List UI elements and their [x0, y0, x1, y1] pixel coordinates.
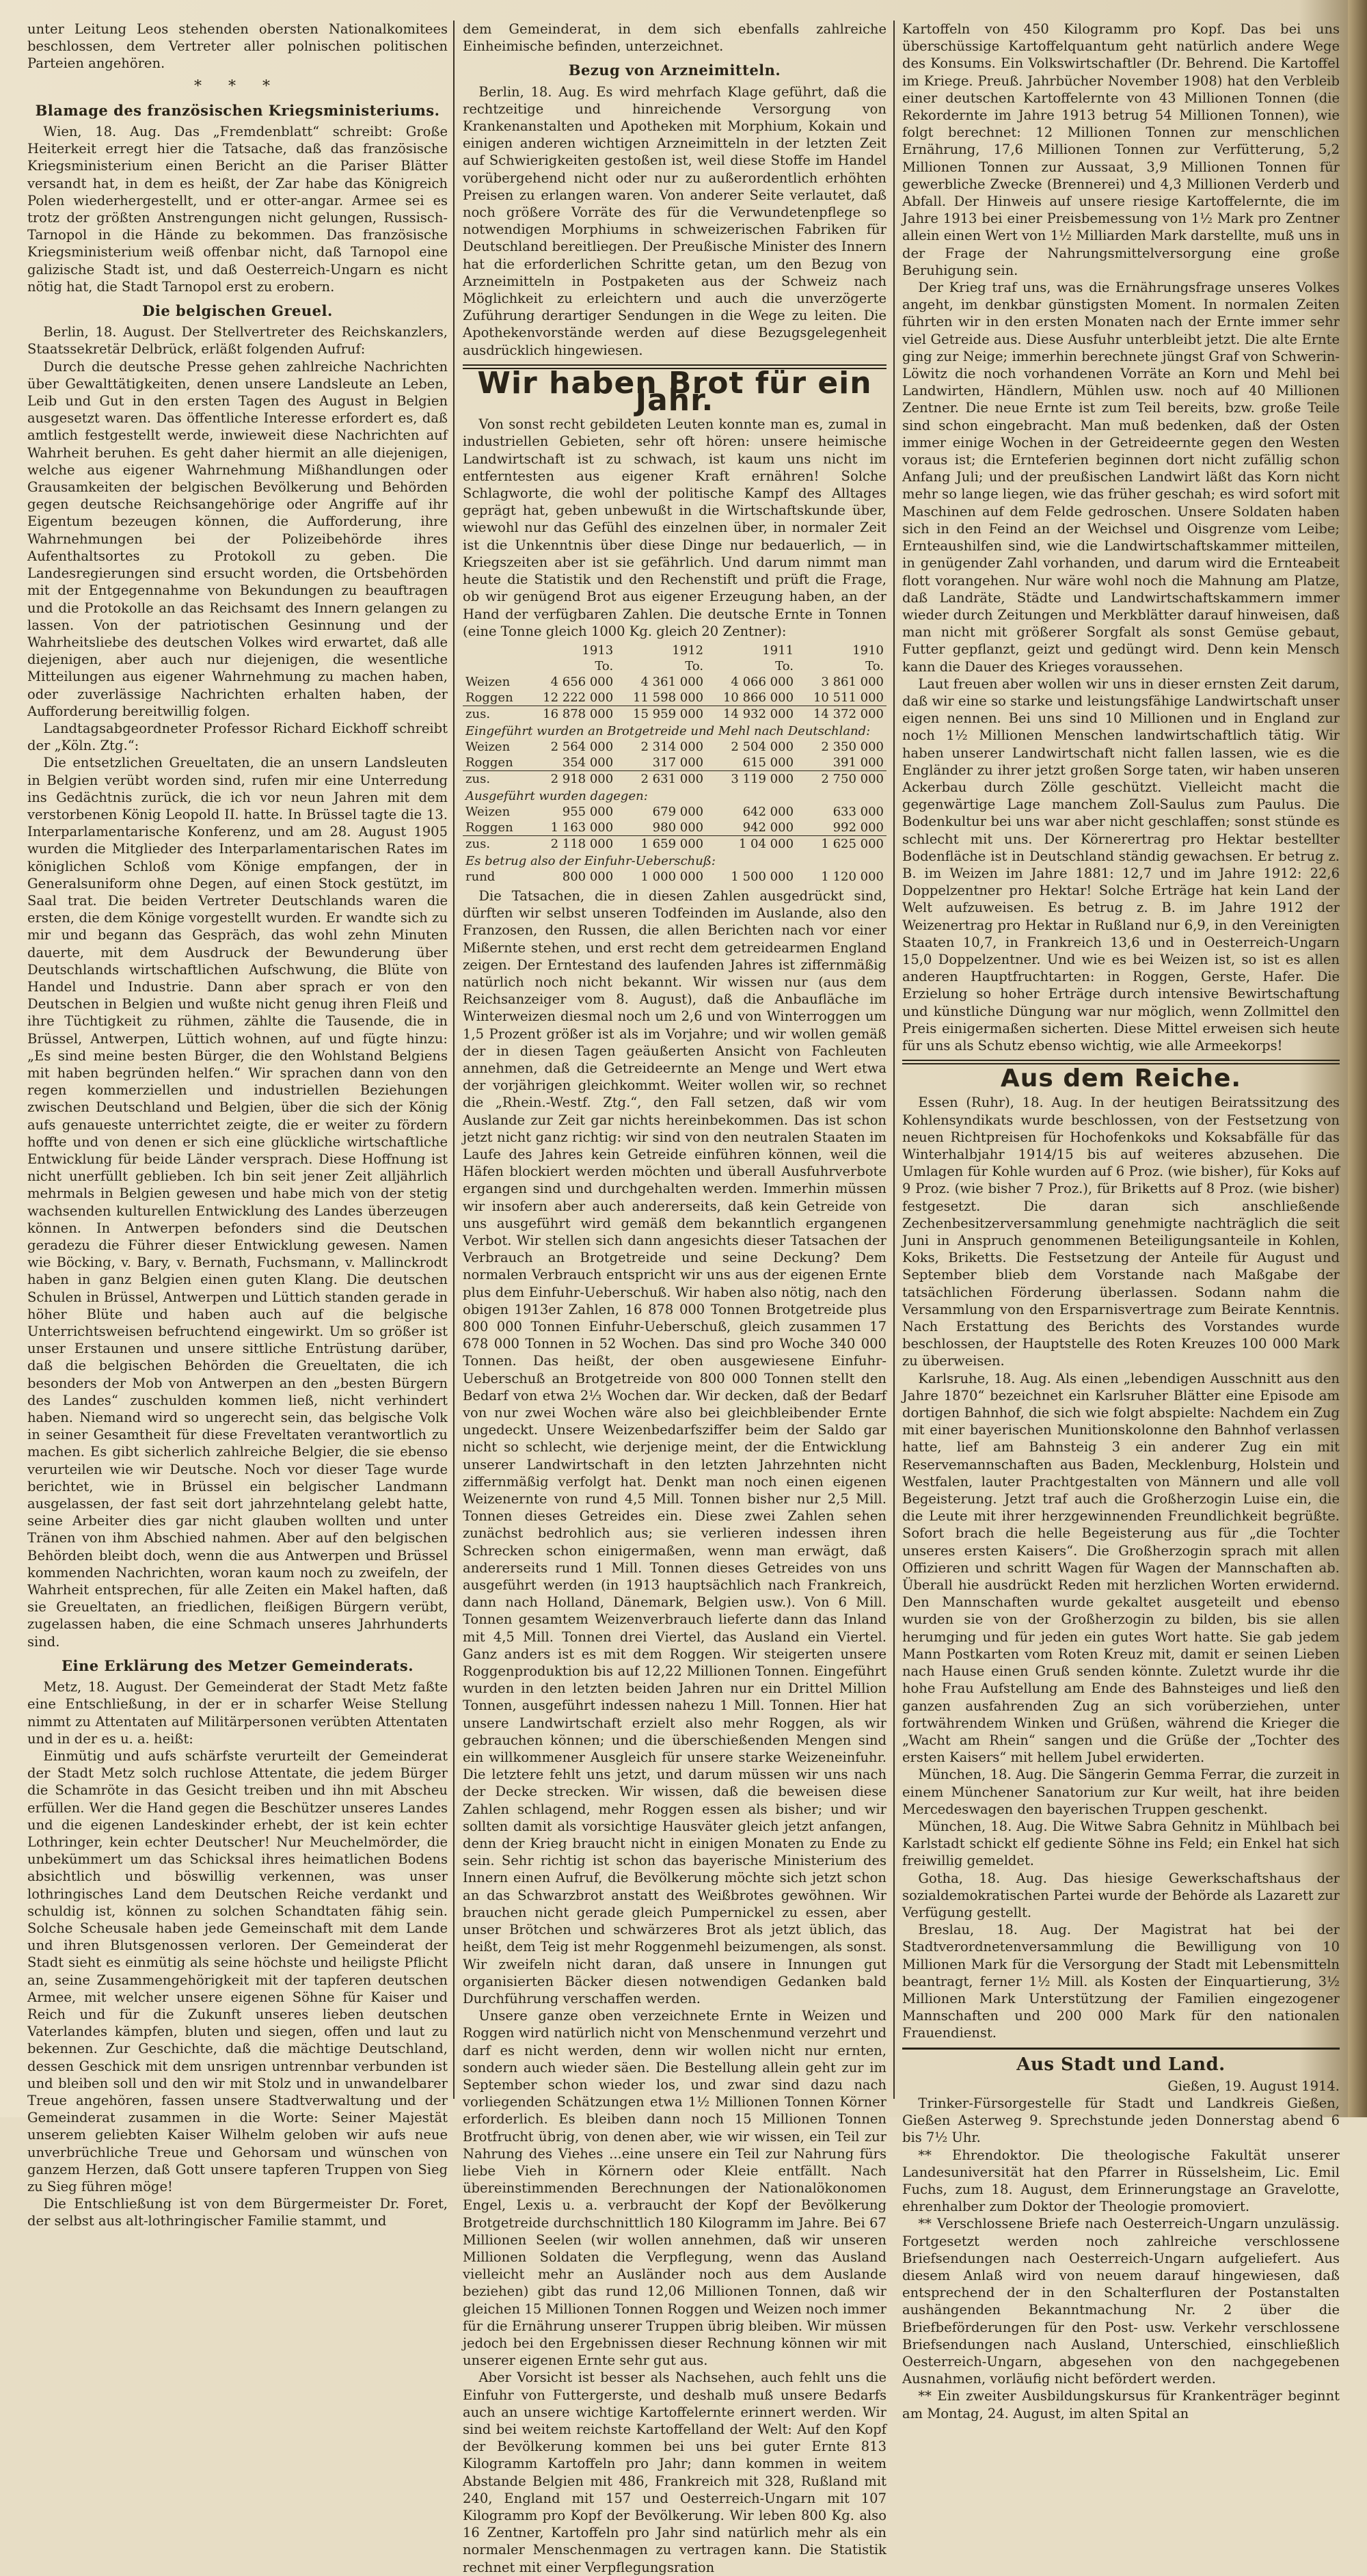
table-cell: 1 000 000: [640, 869, 704, 884]
table-cell: 1 659 000: [616, 835, 706, 852]
row-label: zus.: [463, 770, 526, 787]
section-divider: [902, 2048, 1340, 2050]
table-cell: 980 000: [652, 820, 704, 835]
local-ehrendoktor: ** Ehrendoktor. Die theologische Fakultät unserer Landesuniversität hat den Pfarrer in Rüsselsheim, Lic. Emil Fuchs, zum 18. August, dem Erinnerungstage an Gravelotte, ehrenhalber zum Doktor der Theologie promoviert.: [902, 2147, 1340, 2215]
local-trinker-fuersorge: Trinker-Fürsorgestelle für Stadt und Landkreis Gießen, Gießen Asterweg 9. Sprechstunde jeden Donnerstag abend 6 bis 7½ Uhr.: [902, 2095, 1340, 2146]
table-cell: 2 564 000: [550, 739, 614, 754]
unit-cell: To.: [775, 658, 794, 673]
article-greuel-p4: Die entsetzlichen Greueltaten, die an unsern Landsleuten in Belgien verübt worden sind, rufen mir eine Unterredung ins Gedächtnis zurück, die ich vor neun Jahren mit dem verstorbenen König Leopold II. hatte. In Brüssel tagte die 13. Interparlamentarische Konferenz, und am 28. August 1905 wurden die Mitglieder des Interparlamentarischen Rates im königlichen Schloß vom Könige empfangen, der in Generalsuniform ohne Degen, auf einen Stock gestützt, im Saal trat. Die beiden Vertreter Deutschlands waren die ersten, die dem Könige vorgestellt wurden. Er wandte sich zu mir und begann das Gespräch, das wohl zehn Minuten dauerte, mit dem Ausdruck der Bewunderung über Deutschlands wirtschaftlichen Aufschwung, die Blüte von Handel und Industrie. Dann aber sprach er von den Deutschen in Belgien und wußte nicht genug ihren Fleiß und ihre Tüchtigkeit zu rühmen, zählte die Tausende, die in Brüssel, Antwerpen, Lüttich wohnen, auf und fügte hinzu: „Es sind meine besten Bürger, die den Wohlstand Belgiens mit haben begründen helfen.“ Wir sprachen dann von den regen kommerziellen und industriellen Beziehungen zwischen Deutschland und Belgien, über die sich der König aufs genaueste unterrichtet zeigte, die er weiter zu fördern hoffte und von denen er sich eine glückliche wirtschaftliche Entwicklung für beide Länder versprach. Diese Hoffnung ist nicht unerfüllt geblieben. Ich bin seit jener Zeit alljährlich mehrmals in Belgien gewesen und habe mich von der stetig wachsenden kulturellen Entwicklung des Landes überzeugen können. In Antwerpen befonders sind die Deutschen geradezu die Führer dieser Entwicklung gewesen. Namen wie Böcking, v. Bary, v. Bernath, Fuchsmann, v. Mallinckrodt haben in ganz Belgien einen guten Klang. Die deutschen Schulen in Brüssel, Antwerpen und Lüttich standen gerade in höher Blüte und haben auch auf die belgische Unterrichtsweisen befruchtend eingewirkt. Um so größer ist unser Erstaunen und unsere sittliche Entrüstung darüber, daß die belgischen Behörden die Greueltaten, die ich besonders der Mob von Antwerpen an den „besten Bürgern des Landes“ zuschulden kommen ließ, nicht verhindert haben. Niemand wird so ungerecht sein, das belgische Volk in seiner Gesamtheit für diese Freveltaten verantwortlich zu machen. Es gibt sicherlich zahlreiche Belgier, die sie ebenso verurteilen wie wir Deutsche. Noch vor dieser Tage wurde berichtet, wie in Brüssel ein belgischer Landmann ausgelassen, der fast seit dort jahrzehntelang gelebt hatte, seine Arbeiter dies gar nicht glauben wollten und unter Tränen von ihm Abschied nahmen. Aber auf den belgischen Behörden bleibt doch, wenn die aus Antwerpen und Brüssel kommenden Nachrichten, woran kaum noch zu zweifeln, der Wahrheit entsprechen, für alle Zeiten ein Makel haften, daß sie Greueltaten, an friedlichen, fleißigen Bürgern verübt, zugelassen haben, die eine Schmach unseres Jahrhunderts sind.: [27, 755, 448, 1650]
unit-cell: To.: [865, 658, 884, 673]
row-label: rund: [465, 869, 496, 884]
harvest-table-years: [463, 643, 886, 658]
unit-cell: To.: [595, 658, 614, 673]
row-label: Roggen: [465, 690, 513, 705]
table-section-heading: [463, 722, 886, 739]
table-row: [463, 739, 886, 755]
local-dateline: Gießen, 19. August 1914.: [1167, 2078, 1340, 2094]
row-label: Weizen: [465, 739, 511, 754]
export-heading: Ausgeführt wurden dagegen:: [465, 788, 648, 803]
headline-brot-fuer-ein-jahr: Wir haben Brot für ein Jahr.: [477, 365, 872, 418]
reich-karlsruhe: Karlsruhe, 18. Aug. Als einen „lebendigen Ausschnitt aus den Jahre 1870“ bezeichnet ein Karlsruher Blätter eine Episode am dortigen Bahnhof, die sich wie folgt abspielte: Nachdem ein Zug mit einer bayerischen Munitionskolonne den Bahnhof verlassen hatte, lief am Bahnsteig 3 ein anderer Zug ein mit Reservemannschaften aus Baden, Mecklenburg, Holstein und Westfalen, lauter Prachtgestalten von Männern und alle voll Begeisterung. Jetzt traf auch die Großherzogin Luise ein, die die Leute mit ihrer herzgewinnenden Freundlichkeit begrüßte. Sofort brach die helle Begeisterung aus für „die Tochter unseres ersten Kaisers“. Die Großherzogin sprach mit allen Offizieren und schritt Wagen für Wagen der Mannschaften ab. Überall hie ausdrückt Reden mit herzlichen Worten erwidernd. Den Mannschaften wurde gekaltet ausgeteilt und ebenso wurden sie von der Großherzogin zu bilden, bis sie allen herumging und für jeden ein gutes Wort hatte. Sie gab jedem Mann Postkarten vom Roten Kreuz mit, damit er seinen Lieben nach Hause einen Gruß senden könnte. Zuletzt wurde ihr die hohe Frau Aufstellung am Ende des Bahnsteiges und ließ den ganzen ausfahrenden Zug an sich vorüberziehen, unter fortwährendem Winken und Grüßen, während die Krieger die „Wacht am Rhein“ sangen und die Grüße der „Tochter des ersten Kaisers“ mit hellem Jubel erwiderten.: [902, 1370, 1340, 1766]
column-1: [27, 21, 448, 2229]
table-cell: 4 656 000: [550, 674, 614, 689]
table-cell: 2 118 000: [526, 835, 616, 852]
table-cell: 955 000: [562, 804, 614, 819]
table-cell: 10 866 000: [722, 690, 794, 705]
article-arzneimittel-p1: Berlin, 18. Aug. Es wird mehrfach Klage geführt, daß die rechtzeitige und hinreichende Versorgung von Krankenanstalten und Apotheken mit Morphium, Kokain und einigen anderen wichtigen Arzneimitteln in der letzten Zeit auf Schwierigkeiten gestoßen ist, weil diese Stoffe im Handel vorübergehend nicht oder nur zu außerordentlich erhöhten Preisen zu erlangen waren. Von anderer Seite verlautet, daß noch größere Vorräte des für die Verwundetenpflege so notwendigen Morphiums in schweizerischen Fabriken für Deutschland bereitliegen. Der Preußische Minister des Innern hat die erforderlichen Schritte getan, um den Bezug von Arzneimitteln in Postpaketen aus der Schweiz nach Möglichkeit zu erleichtern und auch die unverzögerte Zuführung derartiger Sendungen in die Wege zu leiten. Die Apothekenvorstände werden auf diese Bezugsgelegenheit ausdrücklich hingewiesen.: [463, 83, 886, 358]
table-cell: 1 163 000: [550, 820, 614, 835]
table-cell: 4 361 000: [640, 674, 704, 689]
table-row: [463, 820, 886, 836]
reich-breslau: Breslau, 18. Aug. Der Magistrat hat bei der Stadtverordnetenversammlung die Bewilligung von 10 Millionen Mark für die Versorgung der Stadt mit Lebensmitteln beantragt, ferner 1½ Mill. als Kosten der Einquartierung, 3½ Millionen Mark Unterstützung der Familien eingezogener Mannschaften und 200 000 Mark für den nationalen Frauendienst.: [902, 1922, 1340, 2041]
article-brot-cont-p3: Laut freuen aber wollen wir uns in dieser ernsten Zeit darum, daß wir eine so starke und leistungsfähige Landwirtschaft unser eigen nennen. Bei uns sind 10 Millionen und in England zur noch 1½ Millionen Menschen landwirtschaftlich tätig. Wir haben unserer Landwirtschaft nicht fallen lassen, wie es die Engländer zu ihrer jetzt großen Sorge taten, wir haben unseren Ackerbau durch Zölle geschützt. Vielleicht macht die gegenwärtige Lage manchem Zoll-Saulus zum Paulus. Die Bodenkultur bei uns war aber nicht geschlaffen; sonst stünde es schlecht mit uns. Der Körnerertrag pro Hektar bestellter Bodenfläche ist in Deutschland ständig gewachsen. Er betrug z. B. im Weizen im Jahre 1881: 12,7 und im Jahre 1912: 22,6 Doppelzentner pro Hektar! Solche Erträge hat kein Land der Welt aufzuweisen. Es betrug z. B. im Jahre 1912 der Weizenertrag pro Hektar in Rußland nur 6,9, in den Vereinigten Staaten 10,7, in Frankreich 13,6 und in Oesterreich-Ungarn 15,0 Doppelzentner. Und wie es bei Weizen ist, so ist es allen anderen Hauptfruchtarten: in Roggen, Gerste, Hafer. Die Erzielung so hoher Erträge durch intensive Bewirtschaftung und künstliche Düngung war nur möglich, wenn Zollmittel den Preis einigermaßen sicherten. Diese Mittel erweisen sich heute für uns als Schutz ebenso wichtig, wie alle Armeekorps!: [902, 675, 1340, 1054]
table-cell: 10 511 000: [813, 690, 884, 705]
column-rule-2: [893, 21, 895, 2099]
table-row: [463, 804, 886, 820]
table-section-heading: [463, 787, 886, 804]
headline-arzneimittel: Bezug von Arzneimitteln.: [568, 62, 781, 79]
row-label: zus.: [463, 835, 526, 852]
headline-metzer-gemeinderat: Eine Erklärung des Metzer Gemeinderats.: [61, 1656, 414, 1674]
page-binding-edge: [1348, 0, 1367, 2117]
article-brot-cont-p2: Der Krieg traf uns, was die Ernährungsfrage unseres Volkes angeht, im denkbar günstigsten Moment. In normalen Zeiten führten wir in den ersten Monaten nach der Ernte immer sehr viel Getreide aus. Diese Ausfuhr unterbleibt jetzt. Die alte Ernte ging zur Neige; immerhin berechnete jüngst Graf von Schwerin-Löwitz die noch vorhandenen Vorräte an Korn und Mehl bei Landwirten, Händlern, Mühlen usw. noch auf 40 Millionen Zentner. Die neue Ernte ist zum Teil bereits, bzw. große Teile sind schon eingebracht. Man muß bedenken, daß der Osten immer einige Wochen in der Getreideernte gegen den Westen voraus ist; die Ernteferien beginnen dort nicht zufällig schon Anfang Juli; und der preußischen Landwirt läßt das Korn nicht mehr so lange liegen, wie das früher geschah; es wird sofort mit Maschinen auf dem Felde gedroschen. Unsere Soldaten haben sich in den Feind an der Weichsel und Oisgrenze vom Leibe; Ernteaushilfen sind, wie die Landwirtschaftskammer mitteilen, in genügender Zahl vorhanden, und darum wird die Ernteabeit flott vorangehen. Nur wäre wohl noch die Mahnung am Platze, daß Landräte, Städte und Landwirtschaftskammern immer wieder durch Zeitungen und Merkblätter darauf hinweisen, daß man nicht mit größerer Sorgfalt als sonst Gemüse gebaut, Futter gepflanzt, geizt und gedüngt wird. Denn kein Mensch kann die Dauer des Krieges voraussehen.: [902, 280, 1340, 675]
table-cell: 942 000: [742, 820, 794, 835]
col1-intro: unter Leitung Leos stehenden obersten Nationalkomitees beschlossen, dem Vertreter aller polnischen politischen Parteien angehören.: [27, 21, 448, 72]
headline-belgische-greuel: Die belgischen Greuel.: [142, 302, 333, 320]
table-cell: 800 000: [562, 869, 614, 884]
col2-intro: dem Gemeinderat, in dem sich ebenfalls zahlreiche Einheimische befinden, unterzeichnet.: [463, 21, 886, 55]
table-cell: 16 878 000: [526, 706, 616, 722]
table-cell: 3 861 000: [821, 674, 884, 689]
table-cell: 317 000: [652, 755, 704, 770]
harvest-table: [463, 643, 886, 885]
table-cell: 14 372 000: [796, 706, 886, 722]
table-row: [463, 755, 886, 771]
table-row: [463, 690, 886, 706]
year-header: 1911: [762, 643, 794, 658]
column-2: [463, 21, 886, 2575]
article-greuel-p1: Berlin, 18. August. Der Stellvertreter des Reichskanzlers, Staatssekretär Delbrück, erläßt folgenden Aufruf:: [27, 324, 448, 358]
table-cell: 633 000: [833, 804, 884, 819]
article-brot-p3: Unsere ganze oben verzeichnete Ernte in Weizen und Roggen wird natürlich nicht von Menschenmund verzehrt und darf es nicht werden, denn wir wollen nicht nur ernten, sondern auch wieder säen. Die Bestellung allein geht zur im September schon wieder los, und zwar sind dazu nach vorliegenden Schätzungen etwa 1½ Millionen Tonnen Körner erforderlich. Es bleiben dann noch 15 Millionen Tonnen Brotfrucht übrig, von denen aber, wie wir wissen, ein Teil zur Nahrung des Viehes ...eine unsere ein Teil zur Nahrung fürs liebe Vieh in Körnern oder Kleie entfällt. Nach übereinstimmenden Berechnungen der Nationalökonomen Engel, Lexis u. a. verbraucht der Kopf der Bevölkerung Brotgetreide durchschnittlich 180 Kilogramm im Jahre. Bei 67 Millionen Seelen (wir wollen annehmen, daß wir unseren Millionen Soldaten die Verpflegung, wenn das Ausland vielleicht mehr an Ausländer noch aus dem Auslande beziehen) gibt das rund 12,06 Millionen Tonnen, daß wir gleichen 15 Millionen Tonnen Roggen und Weizen noch immer für die Ernährung unserer Truppen übrig bleiben. Wir müssen jedoch bei den Ergebnissen dieser Rechnung können wir mit unserer eigenen Ernte sehr gut aus.: [463, 2008, 886, 2369]
table-cell: 992 000: [833, 820, 884, 835]
column-rule-1: [453, 21, 455, 2099]
article-metz-p2: Einmütig und aufs schärfste verurteilt der Gemeinderat der Stadt Metz solch ruchlose Attentate, die jedem Bürger die Schamröte in das Gesicht treiben und ihn mit Abscheu erfüllen. Wer die Hand gegen die Beschützer unseres Landes und die eigenen Landeskinder erhebt, der ist kein echter Lothringer, kein echter Deutscher! Nur Meuchelmörder, die unbekümmert um das Schicksal ihres heimatlichen Bodens absichtlich und böswillig verkennen, was unser lothringisches Land dem Deutschen Reiche verdankt und schuldig ist, können zu solchen Schandtaten fähig sein. Solche Scheusale haben jede Gemeinschaft mit dem Lande und ihren Blutsgenossen verloren. Der Gemeinderat der Stadt sieht es einmütig als seine höchste und heiligste Pflicht an, seine Zusammengehörigkeit mit der tapferen deutschen Armee, mit welcher unsere eigenen Söhne für Kaiser und Reich und für die Zukunft unseres lieben deutschen Vaterlandes kämpfen, bluten und siegen, offen und laut zu bekennen. Zur Geschichte, daß die mächtige Deutschland, dessen Geschick mit dem unsrigen untrennbar verbunden ist und bleiben soll und den wir mit Stolz und in unwandelbarer Treue angehören, fassen unsere Stadtverwaltung und der Gemeinderat zusammen in die Worte: Seiner Majestät unserem geliebten Kaiser Wilhelm geloben wir aufs neue unverbrüchliche Treue und Gehorsam und wünschen von ganzem Herzen, daß Gott unsere tapferen Truppen von Sieg zu Sieg führen möge!: [27, 1747, 448, 2195]
article-greuel-p2: Durch die deutsche Presse gehen zahlreiche Nachrichten über Gewalttätigkeiten, denen unsere Landsleute an Leben, Leib und Gut in den ersten Tagen des August in Belgien ausgesetzt waren. Das öffentliche Interesse erfordert es, daß amtlich festgestellt werde, inwieweit diese Nachrichten auf Wahrheit beruhen. Es geht daher hiermit an alle diejenigen, welche aus eigener Wahrnehmung Mißhandlungen oder Grausamkeiten der belgischen Bevölkerung und Behörden gegen deutsche Reichsangehörige oder Angriffe auf ihr Eigentum bezeugen können, die Aufforderung, ihre Wahrnehmungen bei der Polizeibehörde ihres Aufenthaltsortes zu Protokoll zu geben. Die Landesregierungen sind ersucht worden, die Ortsbehörden mit der Entgegennahme von Bekundungen zu beauftragen und die Protokolle an das Reichsamt des Innern gelangen zu lassen. Von der patriotischen Gesinnung und der Wahrheitsliebe des deutschen Volkes wird erwartet, daß alle diejenigen, aber auch nur diejenigen, die wesentliche Mitteilungen aus eigener Wahrnehmung zu machen haben, oder zuverlässige Nachrichten erhalten haben, der Aufforderung bereitwillig folgen.: [27, 358, 448, 719]
local-ausbildungskursus: ** Ein zweiter Ausbildungskursus für Krankenträger beginnt am Montag, 24. August, im alten Spital an: [902, 2388, 1340, 2421]
row-label: Roggen: [465, 820, 513, 835]
import-heading: Eingeführt wurden an Brotgetreide und Mehl nach Deutschland:: [465, 723, 871, 738]
headline-blamage: Blamage des französischen Kriegsministeriums.: [35, 101, 440, 119]
article-brot-cont-p1: Kartoffeln von 450 Kilogramm pro Kopf. Das bei uns überschüssige Kartoffelquantum geht natürlich andere Wege des Konsums. Ein Volkswirtschaftler (Dr. Behrend. Die Kartoffel im Kriege. Preuß. Jahrbücher November 1908) hat den Verbleib einer deutschen Kartoffelernte von 43 Millionen Tonnen (die Rekordernte im Jahre 1913 betrug 54 Millionen Tonnen), wie folgt berechnet: 12 Millionen Tonnen zur menschlichen Ernährung, 17,6 Millionen Tonnen zur Verfütterung, 5,2 Millionen Tonnen zur Aussaat, 3,9 Millionen Tonnen für gewerbliche Zwecke (Brennerei) und 4,3 Millionen Verderb und Abfall. Der Hinweis auf unsere riesige Kartoffelernte, die im Jahre 1913 bei einer Preisbemessung von 1½ Mark pro Zentner allein einen Wert von 1½ Milliarden Mark darstellte, muß uns in der Frage der Nahrungsmittelversorgung eine große Beruhigung sein.: [902, 21, 1340, 278]
year-header: 1913: [582, 643, 614, 658]
article-brot-p1: Von sonst recht gebildeten Leuten konnte man es, zumal in industriellen Gebieten, sehr oft hören: unsere heimische Landwirtschaft ist zu schwach, ist kaum uns nicht im entferntesten aus eigener Kraft ernähren! Solche Schlagworte, die wohl der politische Kampf des Alltages geprägt hat, geben unbewußt in die Wirtschaftskunde über, wiewohl nur das Gefühl des einzelnen über, in normaler Zeit ist die Unkenntnis über diese Dinge nur bedauerlich, — in Kriegszeiten aber ist sie gefährlich. Und darum nimmt man heute die Statistik und den Rechenstift und prüft die Frage, ob wir genügend Brot aus eigener Erzeugung haben, an der Hand der verfügbaren Zahlen. Die deutsche Ernte in Tonnen (eine Tonne gleich 1000 Kg. gleich 20 Zentner):: [463, 416, 886, 639]
reich-essen: Essen (Ruhr), 18. Aug. In der heutigen Beiratssitzung des Kohlensyndikats wurde beschlossen, von der Festsetzung von neuen Richtpreisen für Hochofenkoks und Koksabfälle für das Winterhalbjahr 1914/15 bis auf weiteres abzusehen. Die Umlagen für Kohle wurden auf 6 Proz. (wie bisher), für Koks auf 9 Proz. (wie bisher 7 Proz.), für Briketts auf 8 Proz. (wie bisher) festgesetzt. Die daran sich anschließende Zechenbesitzerversammlung genehmigte nachträglich die seit Juni in Anspruch genommenen Beteiligungsanteile in Kohlen, Koks, Briketts. Die Festsetzung der Anteile für August und September blieb dem Vorstande nach Maßgabe der tatsächlichen Förderung überlassen. Sodann nahm die Versammlung von den Ersparnisvertrage zum Beirate Kenntnis. Nach Erstattung des Berichts des Vorstandes wurde beschlossen, der Hauptstelle des Roten Kreuzes 100 000 Mark zu überweisen.: [902, 1095, 1340, 1369]
table-row-sum: [463, 706, 886, 722]
table-cell: 3 119 000: [706, 770, 796, 787]
table-cell: 642 000: [742, 804, 794, 819]
table-cell: 2 350 000: [821, 739, 884, 754]
local-briefe-oesterreich: ** Verschlossene Briefe nach Oesterreich-Ungarn unzulässig. Fortgesetzt werden noch zahlreiche verschlossene Briefsendungen nach Oesterreich-Ungarn aufgeliefert. Aus diesem Anlaß wird von neuem darauf hingewiesen, daß entsprechend der in den Schalterfluren der Postanstalten aushängenden Bekanntmachung Nr. 2 über die Briefbeförderungen für den Post- usw. Verkehr verschlossene Briefsendungen nach Ausland, Unterschied, einschließlich Oesterreich-Ungarn, abgesehen von den nachgegebenen Ausnahmen, vorläufig nicht befördert werden.: [902, 2216, 1340, 2387]
reich-muenchen-1: München, 18. Aug. Die Sängerin Gemma Ferrar, die zurzeit in einem Münchener Sanatorium zur Kur weilt, hat ihre beiden Mercedeswagen den bayerischen Truppen geschenkt.: [902, 1767, 1340, 1817]
year-header: 1912: [672, 643, 704, 658]
row-label: zus.: [463, 706, 526, 722]
headline-aus-stadt-und-land: Aus Stadt und Land.: [1016, 2054, 1226, 2075]
table-cell: 1 120 000: [821, 869, 884, 884]
section-separator-stars: * * *: [194, 77, 281, 95]
table-cell: 2 750 000: [796, 770, 886, 787]
article-brot-p2: Die Tatsachen, die in diesen Zahlen ausgedrückt sind, dürften wir selbst unseren Todfeinden im Auslande, also den Franzosen, den Russen, die allen Berichten nach vor einer Mißernte stehen, und erst recht dem getreidearmen England zeigen. Der Erntestand des laufenden Jahres ist ziffernmäßig natürlich noch nicht bekannt. Wir wissen nur (aus dem Reichsanzeiger vom 8. August), daß die Anbaufläche im Winterweizen diesmal noch um 2,6 und von Winterroggen um 1,5 Prozent größer ist als im Vorjahre; und wir wollen gemäß der in diesen Tagen geäußerten Ansicht von Fachleuten annehmen, daß die Getreideernte an Menge und Wert etwa der vorjährigen gleichkommt. Weiter wollen wir, so rechnet die „Rhein.-Westf. Ztg.“, den Fall setzen, daß wir vom Auslande zur Zeit gar nichts hereinbekommen. Das ist schon jetzt nicht ganz richtig: wir sind von den neutralen Staaten im Laufe des Jahres kein Getreide einführen können, weil die Häfen blockiert werden möchten und überall Ausfuhrverbote ergangen sind und durchgehalten werden. Immerhin müssen wir insofern aber auch andererseits, daß kein Getreide von uns ausgeführt wird gemäß dem bekanntlich ergangenen Verbot. Wir stellen sich dann angesichts dieser Tatsachen der Verbrauch an Brotgetreide und seine Deckung? Dem normalen Verbrauch entspricht wir uns aus der eigenen Ernte plus dem Einfuhr-Ueberschuß. Wir haben also nötig, nach den obigen 1913er Zahlen, 16 878 000 Tonnen Brotgetreide plus 800 000 Tonnen Einfuhr-Ueberschuß, gleich zusammen 17 678 000 Tonnen in 52 Wochen. Das sind pro Woche 340 000 Tonnen. Das heißt, der oben ausgewiesene Einfuhr-Ueberschuß an Brotgetreide von 800 000 Tonnen stellt den Bedarf von etwa 2⅓ Wochen dar. Wir decken, daß der Bedarf von nur zwei Wochen wäre also bei gleichbleibender Ernte ungedeckt. Unsere Weizenbedarfsziffer beim der Saldo gar nicht so schlecht, wie derjenige meint, der die Entwicklung unserer Landwirtschaft in den letzten Jahrzehnten nicht ziffernmäßig verfolgt hat. Denkt man noch einen eigenen Weizenernte von rund 4,5 Mill. Tonnen bisher nur 2,5 Mill. Tonnen dieses Getreides ein. Diese zwei Zahlen sehen zunächst bedrohlich aus; sie verlieren indessen ihren Schrecken schon einigermaßen, wenn man erwägt, daß andererseits rund 1 Mill. Tonnen dieses Getreides von uns ausgeführt werden (in 1913 hauptsächlich nach Frankreich, dann nach Holland, Dänemark, Belgien usw.). Von 6 Mill. Tonnen gesamtem Weizenverbrauch lieferte dann das Inland mit 4,5 Mill. Tonnen drei Viertel, das Ausland ein Viertel. Ganz anders ist es mit dem Roggen. Wir steigerten unsere Roggenproduktion bis auf 12,22 Millionen Tonnen. Eingeführt wurden in den letzten beiden Jahren nur ein Drittel Million Tonnen, ausgeführt indessen nahezu 1 Mill. Tonnen. Hier hat unsere Landwirtschaft erzielt also mehr Roggen, als wir gebrauchen können; und die überschießenden Mengen sind ein willkommener Ausgleich für unsere starke Weizeneinfuhr. Die letztere fehlt uns jetzt, und darum müssen wir uns nach der Decke strecken. Wir wissen, daß die beweisen diese Zahlen schlagend, mehr Roggen essen als bisher; und wir sollten damit als vorsichtige Hausväter gleich jetzt anfangen, denn der Krieg braucht nicht in einigen Monaten zu Ende zu sein. Sehr richtig ist schon das bayerische Ministerium des Innern einen Aufruf, die Bevölkerung möchte sich jetzt schon an das Schwarzbrot anstatt des Weißbrotes gewöhnen. Wir brauchen nicht gerade gleich Pumpernickel zu essen, aber unser Brötchen und schwärzeres Brot als jetzt üblich, das heißt, dem Teig ist mehr Roggenmehl beizumengen, als sonst. Wir zweifeln nicht daran, daß unsere in Innungen gut organisierten Bäcker diesen notwendigen Gedanken bald Durchführung verschaffen werden.: [463, 887, 886, 2007]
article-metz-p1: Metz, 18. August. Der Gemeinderat der Stadt Metz faßte eine Entschließung, in der er in scharfer Weise Stellung nimmt zu Attentaten auf Militärpersonen verübten Attentaten und in der es u. a. heißt:: [27, 1679, 448, 1747]
table-cell: 2 504 000: [731, 739, 794, 754]
row-label: Weizen: [465, 674, 511, 689]
table-row: [463, 869, 886, 885]
table-cell: 11 598 000: [633, 690, 704, 705]
table-cell: 391 000: [833, 755, 884, 770]
table-row-sum: [463, 835, 886, 852]
table-cell: 14 932 000: [706, 706, 796, 722]
article-greuel-p3: Landtagsabgeordneter Professor Richard Eickhoff schreibt der „Köln. Ztg.“:: [27, 720, 448, 754]
reich-muenchen-2: München, 18. Aug. Die Witwe Sabra Gehnitz in Mühlbach bei Karlstadt schickt elf gediente Söhne ins Feld; ein Enkel hat sich freiwillig gemeldet.: [902, 1818, 1340, 1869]
table-cell: 12 222 000: [543, 690, 614, 705]
headline-aus-dem-reiche: Aus dem Reiche.: [1000, 1064, 1242, 1093]
table-row-sum: [463, 770, 886, 787]
table-cell: 15 959 000: [616, 706, 706, 722]
table-cell: 615 000: [742, 755, 794, 770]
article-brot-p4: Aber Vorsicht ist besser als Nachsehen, auch fehlt uns die Einfuhr von Futtergerste, und deshalb muß unsere Bedarfs auch an unsere wichtige Kartoffelernte erinnert werden. Wir sind bei weitem reichste Kartoffelland der Welt: Auf den Kopf der Bevölkerung kommen bei uns bei guter Ernte 813 Kilogramm Kartoffeln pro Jahr; dann kommen in weitem Abstande Belgien mit 486, Frankreich mit 328, Rußland mit 240, England mit 157 und Oesterreich-Ungarn mit 107 Kilogramm pro Kopf der Bevölkerung. Wir leben 800 Kg. also 16 Zentner, Kartoffeln pro Jahr sind natürlich mehr als ein normaler Menschenmagen zu vertragen kann. Die Statistik rechnet mit einer Verpflegungsration: [463, 2370, 886, 2575]
harvest-table-units: [463, 658, 886, 674]
table-row: [463, 674, 886, 690]
table-cell: 1 04 000: [706, 835, 796, 852]
table-section-heading: [463, 852, 886, 869]
row-label: Weizen: [465, 804, 511, 819]
table-cell: 1 625 000: [796, 835, 886, 852]
harvest-table-corner: [463, 643, 526, 658]
article-metz-p3: Die Entschließung ist von dem Bürgermeister Dr. Foret, der selbst aus alt-lothringischer Familie stammt, und: [27, 2196, 448, 2229]
row-label: Roggen: [465, 755, 513, 770]
table-cell: 2 918 000: [526, 770, 616, 787]
table-cell: 4 066 000: [731, 674, 794, 689]
table-cell: 2 314 000: [640, 739, 704, 754]
column-3: [902, 21, 1340, 2421]
table-cell: 1 500 000: [731, 869, 794, 884]
table-cell: 354 000: [562, 755, 614, 770]
surplus-heading: Es betrug also der Einfuhr-Ueberschuß:: [465, 853, 716, 868]
table-cell: 679 000: [652, 804, 704, 819]
section-divider: [902, 1060, 1340, 1064]
reich-gotha: Gotha, 18. Aug. Das hiesige Gewerkschaftshaus der sozialdemokratischen Partei wurde der Behörde als Lazarett zur Verfügung gestellt.: [902, 1870, 1340, 1920]
table-cell: 2 631 000: [616, 770, 706, 787]
unit-cell: To.: [685, 658, 704, 673]
year-header: 1910: [852, 643, 884, 658]
article-blamage-p1: Wien, 18. Aug. Das „Fremdenblatt“ schreibt: Große Heiterkeit erregt hier die Tatsache, daß das französische Kriegsministerium einen Bericht an die Pariser Blätter versandt hat, in dem es heißt, der Zar habe das Königreich Polen wiederhergestellt, und er otter-angar. Armee sei es trotz der größten Anstrengungen nicht gelungen, Russisch-Tarnopol in die Hände zu bekommen. Das französische Kriegsministerium weiß offenbar nicht, daß Tarnopol eine galizische Stadt ist, und daß Oesterreich-Ungarn es nicht nötig hat, die Stadt Tarnopol erst zu erobern.: [27, 124, 448, 295]
